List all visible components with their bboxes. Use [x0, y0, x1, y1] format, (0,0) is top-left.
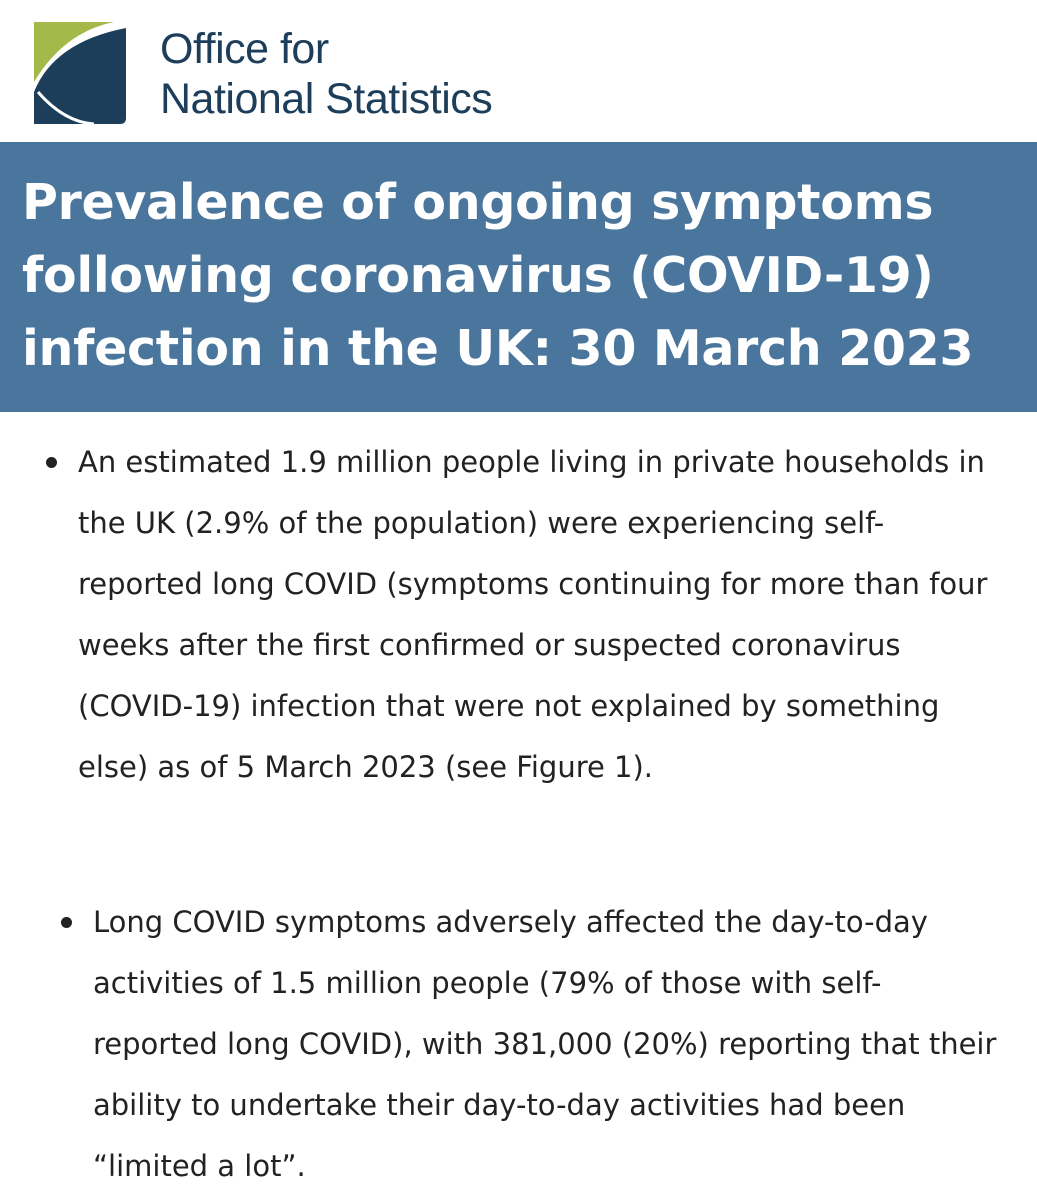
org-line-2: National Statistics [160, 75, 493, 123]
bullet-list-1 [78, 432, 998, 798]
bullet-icon [46, 457, 57, 468]
org-line-1: Office for [160, 25, 329, 73]
ons-logo-icon [34, 22, 126, 124]
org-name [160, 24, 492, 124]
bullet-text: Long COVID symptoms adversely affected the day-to-day activities of 1.5 million people (79% of those with self-reported long COVID), with 381,000 (20%) reporting that their ability to undertake their day-to-day activities had been “limited a lot”. [93, 905, 997, 1183]
bullet-text: An estimated 1.9 million people living in private households in the UK (2.9% of the population) were experiencing self-reported long COVID (symptoms continuing for more than four weeks after the first confirmed or suspected coronavirus (COVID-19) infection that were not explained by something else) as of 5 March 2023 (see Figure 1). [78, 445, 988, 784]
bullet-list-2 [93, 892, 998, 1197]
header [0, 0, 1037, 142]
list-item [78, 432, 998, 798]
bullet-icon [61, 917, 72, 928]
list-item [93, 892, 998, 1197]
page-title: Prevalence of ongoing symptoms following coronavirus (COVID-19) infection in the UK: 30 March 2023 [22, 174, 974, 377]
